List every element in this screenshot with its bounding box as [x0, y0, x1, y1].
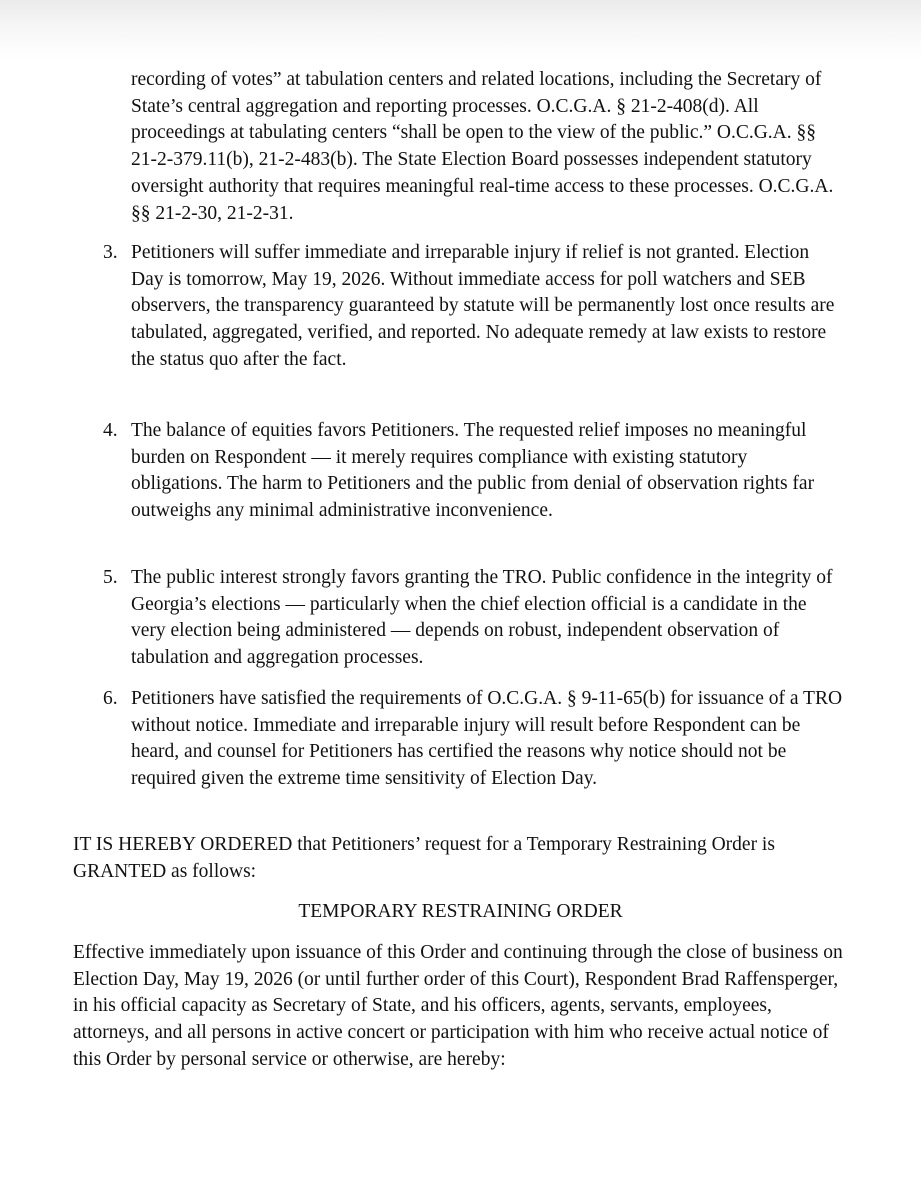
- item-number: 4.: [103, 420, 118, 441]
- item-number: 3.: [103, 242, 118, 263]
- section-heading: TEMPORARY RESTRAINING ORDER: [298, 901, 623, 922]
- item-text: The balance of equities favors Petitioners. The requested relief imposes no meaningful burden on Respondent — it merely requires compliance with existing statutory obligations. The harm to Petitioners and the public from denial of observation rights far outweighs any minimal administrative inconvenience.: [131, 420, 815, 522]
- item-number: 6.: [103, 688, 118, 709]
- item-text: The public interest strongly favors granting the TRO. Public confidence in the integrity of Georgia’s elections — particularly when the chief election official is a candidate in the very election being administered — depends on robust, independent observation of tabulation and aggregation processes.: [131, 567, 833, 669]
- continuation-paragraph: recording of votes” at tabulation centers and related locations, including the Secretary of State’s central aggregation and reporting processes. O.C.G.A. § 21-2-408(d). All proceedings at tabulating centers “shall be open to the view of the public.” O.C.G.A. §§ 21-2-379.11(b), 21-2-483(b). The State Election Board possesses independent statutory oversight authority that requires meaningful real-time access to these processes. O.C.G.A. §§ 21-2-30, 21-2-31.: [131, 69, 834, 224]
- effective-paragraph: Effective immediately upon issuance of this Order and continuing through the close of business on Election Day, May 19, 2026 (or until further order of this Court), Respondent Brad Raffensperger, in his official capacity as Secretary of State, and his officers, agents, servants, employees, attorneys, and all persons in active concert or participation with him who receive actual notice of this Order by personal service or otherwise, are hereby:: [73, 942, 843, 1070]
- item-text: Petitioners have satisfied the requirements of O.C.G.A. § 9-11-65(b) for issuance of a TRO without notice. Immediate and irreparable injury will result before Respondent can be heard, and counsel for Petitioners has certified the reasons why notice should not be required given the extreme time sensitivity of Election Day.: [131, 688, 843, 790]
- order-intro-paragraph: IT IS HEREBY ORDERED that Petitioners’ request for a Temporary Restraining Order is GRANTED as follows:: [73, 834, 775, 882]
- item-number: 5.: [103, 567, 118, 588]
- item-text: Petitioners will suffer immediate and irreparable injury if relief is not granted. Election Day is tomorrow, May 19, 2026. Without immediate access for poll watchers and SEB observers, the transparency guaranteed by statute will be permanently lost once results are tabulated, aggregated, verified, and reported. No adequate remedy at law exists to restore the status quo after the fact.: [131, 242, 835, 370]
